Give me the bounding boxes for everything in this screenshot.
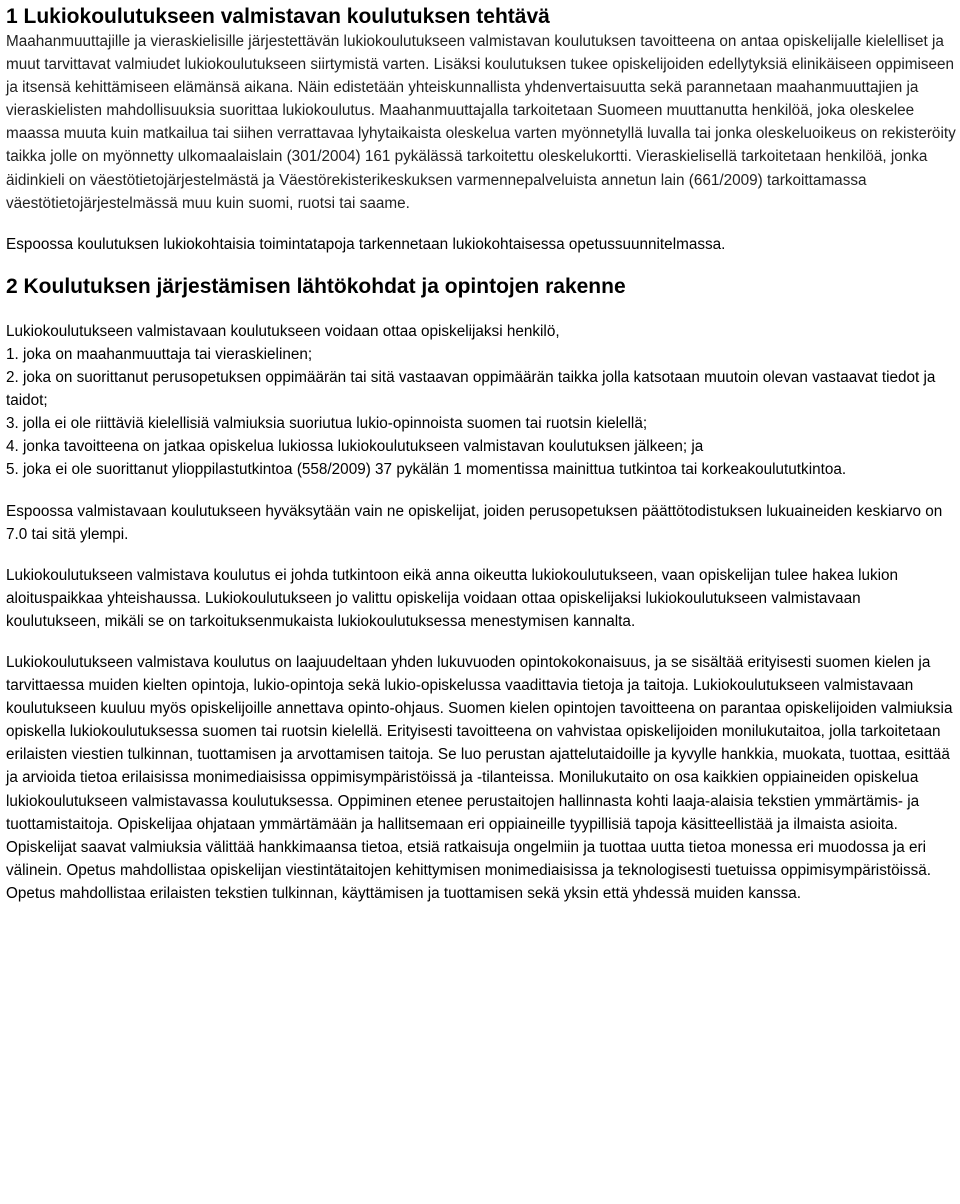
no-degree-paragraph: Lukiokoulutukseen valmistava koulutus ei johda tutkintoon eikä anna oikeutta lukiokoulutukseen, vaan opiskelijan tulee hakea lukion aloituspaikkaa yhteishaussa. Lukiokoulutukseen jo valittu opiskelija voidaan ottaa opiskelijaksi lukiokoulutukseen valmistavaan koulutukseen, mikäli se on tarkoituksenmukaista lukiokoulutuksessa menestymisen kannalta. [6,566,899,630]
section-1-paragraph-intro: Maahanmuuttajille ja vieraskielisille järjestettävän lukiokoulutukseen valmistavan koulutuksen tavoitteena on antaa opiskelijalle kielelliset ja muut tarvittavat valmiudet lukiokoulutukseen siirtymistä varten. Lisäksi koulutuksen tukee opiskelijoiden edellytyksiä elinikäiseen oppimiseen ja itsensä kehittämiseen elämänsä aikana. Näin edistetään yhteiskunnallista yhdenvertaisuutta sekä parannetaan maahanmuuttajien ja vieraskielisten mahdollisuuksia suorittaa lukiokoulutus. Maahanmuuttajalla tarkoitetaan Suomeen muuttanutta henkilöä, joka oleskelee maassa muuta kuin matkailua tai siihen verrattavaa lyhytaikaista oleskelua varten myönnetyllä luvalla tai jonka oleskeluoikeus on rekisteröity taikka jolle on myönnetty ulkomaalaislain (301/2004) 161 pykälässä tarkoitettu oleskelukortti. Vieraskielisellä tarkoitetaan henkilöä, jonka äidinkieli on väestötietojärjestelmästä ja Väestörekisterikeskuksen varmennepalveluista annetun lain (661/2009) tarkoittamassa väestötietojärjestelmässä muu kuin suomi, ruotsi tai saame. [6,33,956,212]
list-item: 3. jolla ei ole riittäviä kielellisiä valmiuksia suoriutua lukio-opinnoista suomen tai ruotsin kielellä; [6,415,648,433]
admission-list-intro: Lukiokoulutukseen valmistavaan koulutukseen voidaan ottaa opiskelijaksi henkilö, [6,322,560,340]
list-item: 5. joka ei ole suorittanut ylioppilastutkintoa (558/2009) 37 pykälän 1 momentissa mainittua tutkintoa tai korkeakoulututkintoa. [6,461,847,479]
scope-paragraph: Lukiokoulutukseen valmistava koulutus on laajuudeltaan yhden lukuvuoden opintokokonaisuus, ja se sisältää erityisesti suomen kielen ja tarvittaessa muiden kielten opintoja, lukio-opintoja sekä lukio-opiskelussa vaadittavia tietoja ja taitoja. Lukiokoulutukseen valmistavaan koulutukseen kuuluu myös opiskelijoille annettava opinto-ohjaus. Suomen kielen opintojen tavoitteena on parantaa opiskelijoiden valmiuksia opiskella lukiokoulutuksessa suomen tai ruotsin kielellä. Erityisesti tavoitteena on vahvistaa opiskelijoiden monilukutaitoa, jolla tarkoitetaan erilaisten viestien tulkinnan, tuottamisen ja arvottamisen taitoja. Se luo perustan ajattelutaidoille ja kyvylle hankkia, muokata, tuottaa, esittää ja arvioida tietoa erilaisissa monimediaisissa oppimisympäristöissä ja -tilanteissa. Monilukutaito on osa kaikkien oppiaineiden opiskelua lukiokoulutukseen valmistavassa koulutuksessa. Oppiminen etenee perustaitojen hallinnasta kohti laaja-alaisia tekstien ymmärtämis- ja tuottamistaitoja. Opiskelijaa ohjataan ymmärtämään ja hallitsemaan eri oppiaineille tyypillisiä tapoja käsitteellistää ja ilmaista asioita. Opiskelijat saavat valmiuksia välittää hankkimaansa tietoa, etsiä ratkaisuja ongelmiin ja tuottaa uutta tietoa monessa eri muodossa ja eri välinein. Opetus mahdollistaa opiskelijan viestintätaitojen kehittymisen monimediaisissa ja teknologisesti tuetuissa oppimisympäristöissä. Opetus mahdollistaa erilaisten tekstien tulkinnan, käyttämisen ja tuottamisen sekä yksin että yhdessä muiden kanssa. [6,653,953,902]
admission-criteria-list [6,343,958,482]
espoo-admission-paragraph: Espoossa valmistavaan koulutukseen hyväksytään vain ne opiskelijat, joiden perusopetuksen päättötodistuksen lukuaineiden keskiarvo on 7.0 tai sitä ylempi. [6,502,943,543]
document-page [6,0,958,905]
section-1-paragraph-espoo: Espoossa koulutuksen lukiokohtaisia toimintatapoja tarkennetaan lukiokohtaisessa opetussuunnitelmassa. [6,235,726,253]
list-item: 4. jonka tavoitteena on jatkaa opiskelua lukiossa lukiokoulutukseen valmistavan koulutuksen jälkeen; ja [6,438,704,456]
list-item: 1. joka on maahanmuuttaja tai vieraskielinen; [6,345,313,363]
section-2-heading: 2 Koulutuksen järjestämisen lähtökohdat ja opintojen rakenne [6,274,626,298]
section-1-heading: 1 Lukiokoulutukseen valmistavan koulutuksen tehtävä [6,5,550,28]
list-item: 2. joka on suorittanut perusopetuksen oppimäärän tai sitä vastaavan oppimäärän taikka jolla katsotaan muutoin olevan vastaavat tiedot ja taidot; [6,369,936,410]
